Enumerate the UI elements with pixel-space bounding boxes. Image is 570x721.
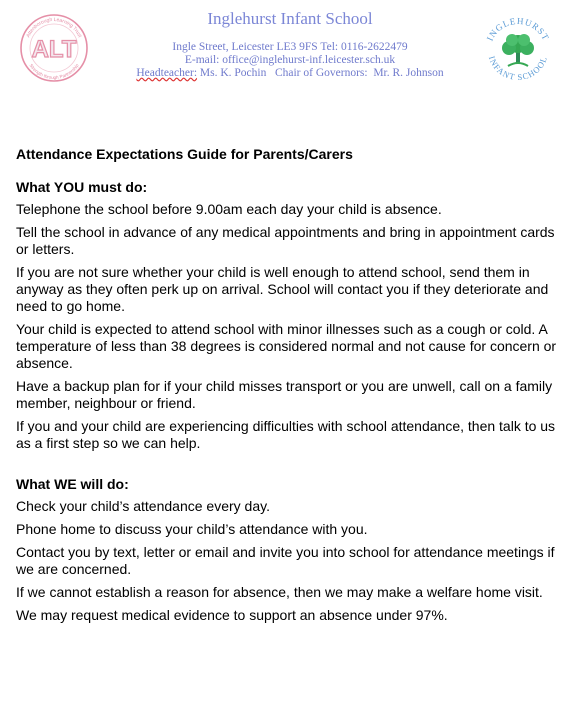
we-item: Contact you by text, letter or email and invite you into school for attendance meetings if we are concerned. [16, 544, 555, 577]
you-heading: What YOU must do: [16, 179, 148, 195]
svg-text:ALT: ALT [31, 36, 77, 63]
we-item: Check your child’s attendance every day. [16, 498, 270, 514]
address-line: Ingle Street, Leicester LE3 9FS Tel: 0116-2622479 [172, 41, 408, 53]
document-body [16, 146, 564, 630]
school-name: Inglehurst Infant School [207, 9, 373, 28]
you-item: If you and your child are experiencing difficulties with school attendance, then talk to us as a first step so we can help. [16, 418, 556, 451]
you-item: Telephone the school before 9.00am each day your child is absence. [16, 201, 442, 217]
headteacher-label: Headteacher: [136, 67, 198, 79]
we-item: We may request medical evidence to support an absence under 97%. [16, 607, 448, 623]
email-line: E-mail: office@inglehurst-inf.leicester.sch.uk [184, 54, 396, 66]
we-heading: What WE will do: [16, 476, 129, 492]
inglehurst-logo [478, 10, 558, 90]
svg-text:INGLEHURST: INGLEHURST [484, 15, 552, 43]
you-item: Tell the school in advance of any medical appointments and bring in appointment cards or letters. [16, 224, 555, 257]
document-title: Attendance Expectations Guide for Parents/Carers [16, 146, 353, 162]
section-gap [16, 458, 564, 476]
we-item: Phone home to discuss your child’s attendance with you. [16, 521, 368, 537]
svg-text:INFANT SCHOOL: INFANT SCHOOL [486, 54, 550, 83]
you-item: If you are not sure whether your child is well enough to attend school, send them in anyway as they often perk up on arrival. School will contact you if they deteriorate and need to go home. [16, 264, 549, 314]
you-item: Your child is expected to attend school with minor illnesses such as a cough or cold. A temperature of less than 38 degrees is considered normal and not cause for concern or absence. [16, 321, 557, 371]
headteacher-details: Ms. K. Pochin Chair of Governors: Mr. R. Johnson [197, 67, 444, 79]
you-item: Have a backup plan for if your child misses transport or you are unwell, call on a family member, neighbour or friend. [16, 378, 553, 411]
we-item: If we cannot establish a reason for absence, then we may make a welfare home visit. [16, 584, 543, 600]
svg-text:Attenborough Learning Trust: Attenborough Learning Trust [25, 16, 83, 39]
svg-text:Strength through Partnership: Strength through Partnership [28, 62, 80, 81]
tree-icon [502, 34, 534, 66]
